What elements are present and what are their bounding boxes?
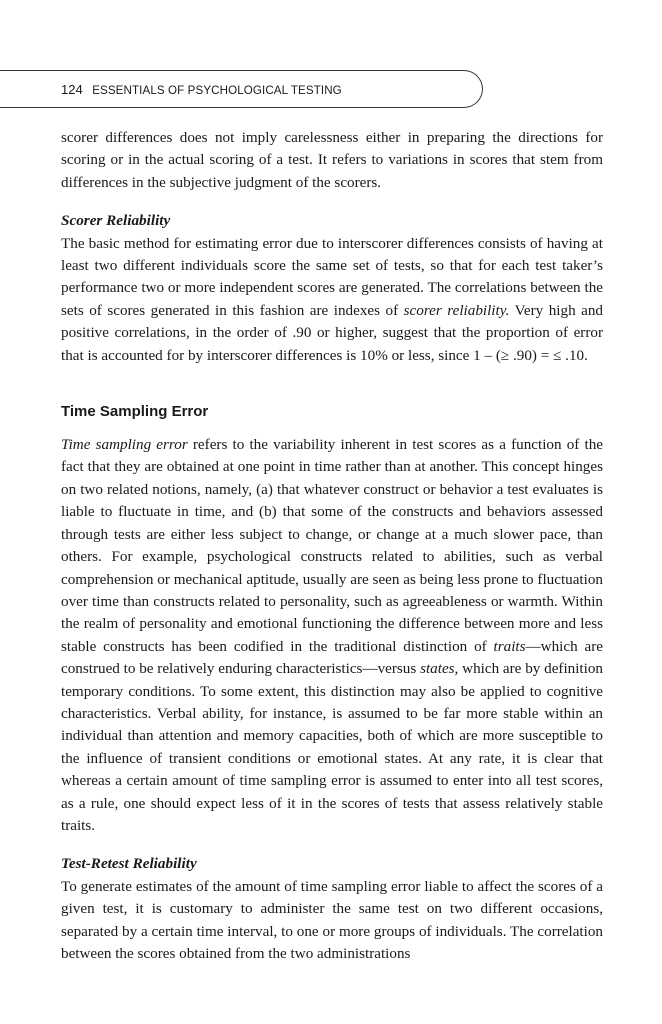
paragraph-test-retest: To generate estimates of the amount of time sampling error liable to affect the scores of a given test, it is customary to administer the same test on two different occasions, separated by a certain time interval, to one or more groups of individuals. The correlation between the scores obtained from the two administrations <box>61 877 603 962</box>
text-run: which are by definition temporary conditions. To some extent, this distinction may also be applied to cognitive characteristics. Verbal ability, for instance, is assumed to be far more stable within an individual than attention and memory capacities, both of which are more susceptible to the influence of transient conditions or emotional states. At any rate, it is clear that whereas a certain amount of time sampling error is assumed to enter into all test scores, as a rule, one should expect less of it in the scores of tests that assess relatively stable traits. <box>61 660 603 834</box>
subheading-scorer-reliability: Scorer Reliability <box>61 212 171 230</box>
term-states: states, <box>420 660 459 678</box>
page-body <box>61 127 603 965</box>
running-title: ESSENTIALS OF PSYCHOLOGICAL TESTING <box>92 84 342 97</box>
running-header <box>61 82 342 97</box>
term-time-sampling-error: Time sampling error <box>61 436 188 454</box>
text-run: The basic method for estimating error due to interscorer differences consists of having at least two different individuals score the same set of tests, so that for each test taker’s performance two or more independent scores are generated. The correlations between the sets of scores generated in this fashion are indexes of <box>61 234 603 319</box>
term-scorer-reliability: scorer reliability. <box>403 301 510 319</box>
section-heading-time-sampling-error: Time Sampling Error <box>61 403 209 421</box>
page-number: 124 <box>61 82 83 97</box>
paragraph-scorer-reliability <box>61 233 603 367</box>
paragraph-continued: scorer differences does not imply carelessness either in preparing the directions for scoring or in the actual scoring of a test. It refers to variations in scores that stem from differences in the subjective judgment of the scorers. <box>61 129 603 191</box>
text-run: refers to the variability inherent in test scores as a function of the fact that they are obtained at one point in time rather than at another. This concept hinges on two related notions, namely, (a) that whatever construct or behavior a test evaluates is liable to fluctuate in time, and (b) that some of the constructs and behaviors assessed through tests are either less subject to change, or change at a much slower pace, than others. For example, psychological constructs related to abilities, such as verbal comprehension or mechanical aptitude, usually are seen as being less prone to fluctuation over time than constructs related to personality, such as agreeableness or warmth. Within the realm of personality and emotional functioning the difference between more and less stable constructs has been codified in the traditional distinction of <box>61 436 603 655</box>
term-traits: traits <box>493 637 526 655</box>
text-run: Very high and positive correlations, in the order of .90 or higher, suggest that the proportion of error that is accounted for by interscorer differences is 10% or less, since 1 – (≥ .90) = ≤ .10. <box>61 301 604 364</box>
text-run: —which are construed to be relatively enduring characteristics—versus <box>61 637 603 678</box>
paragraph-time-sampling <box>61 434 603 837</box>
subheading-test-retest-reliability: Test-Retest Reliability <box>61 855 197 873</box>
